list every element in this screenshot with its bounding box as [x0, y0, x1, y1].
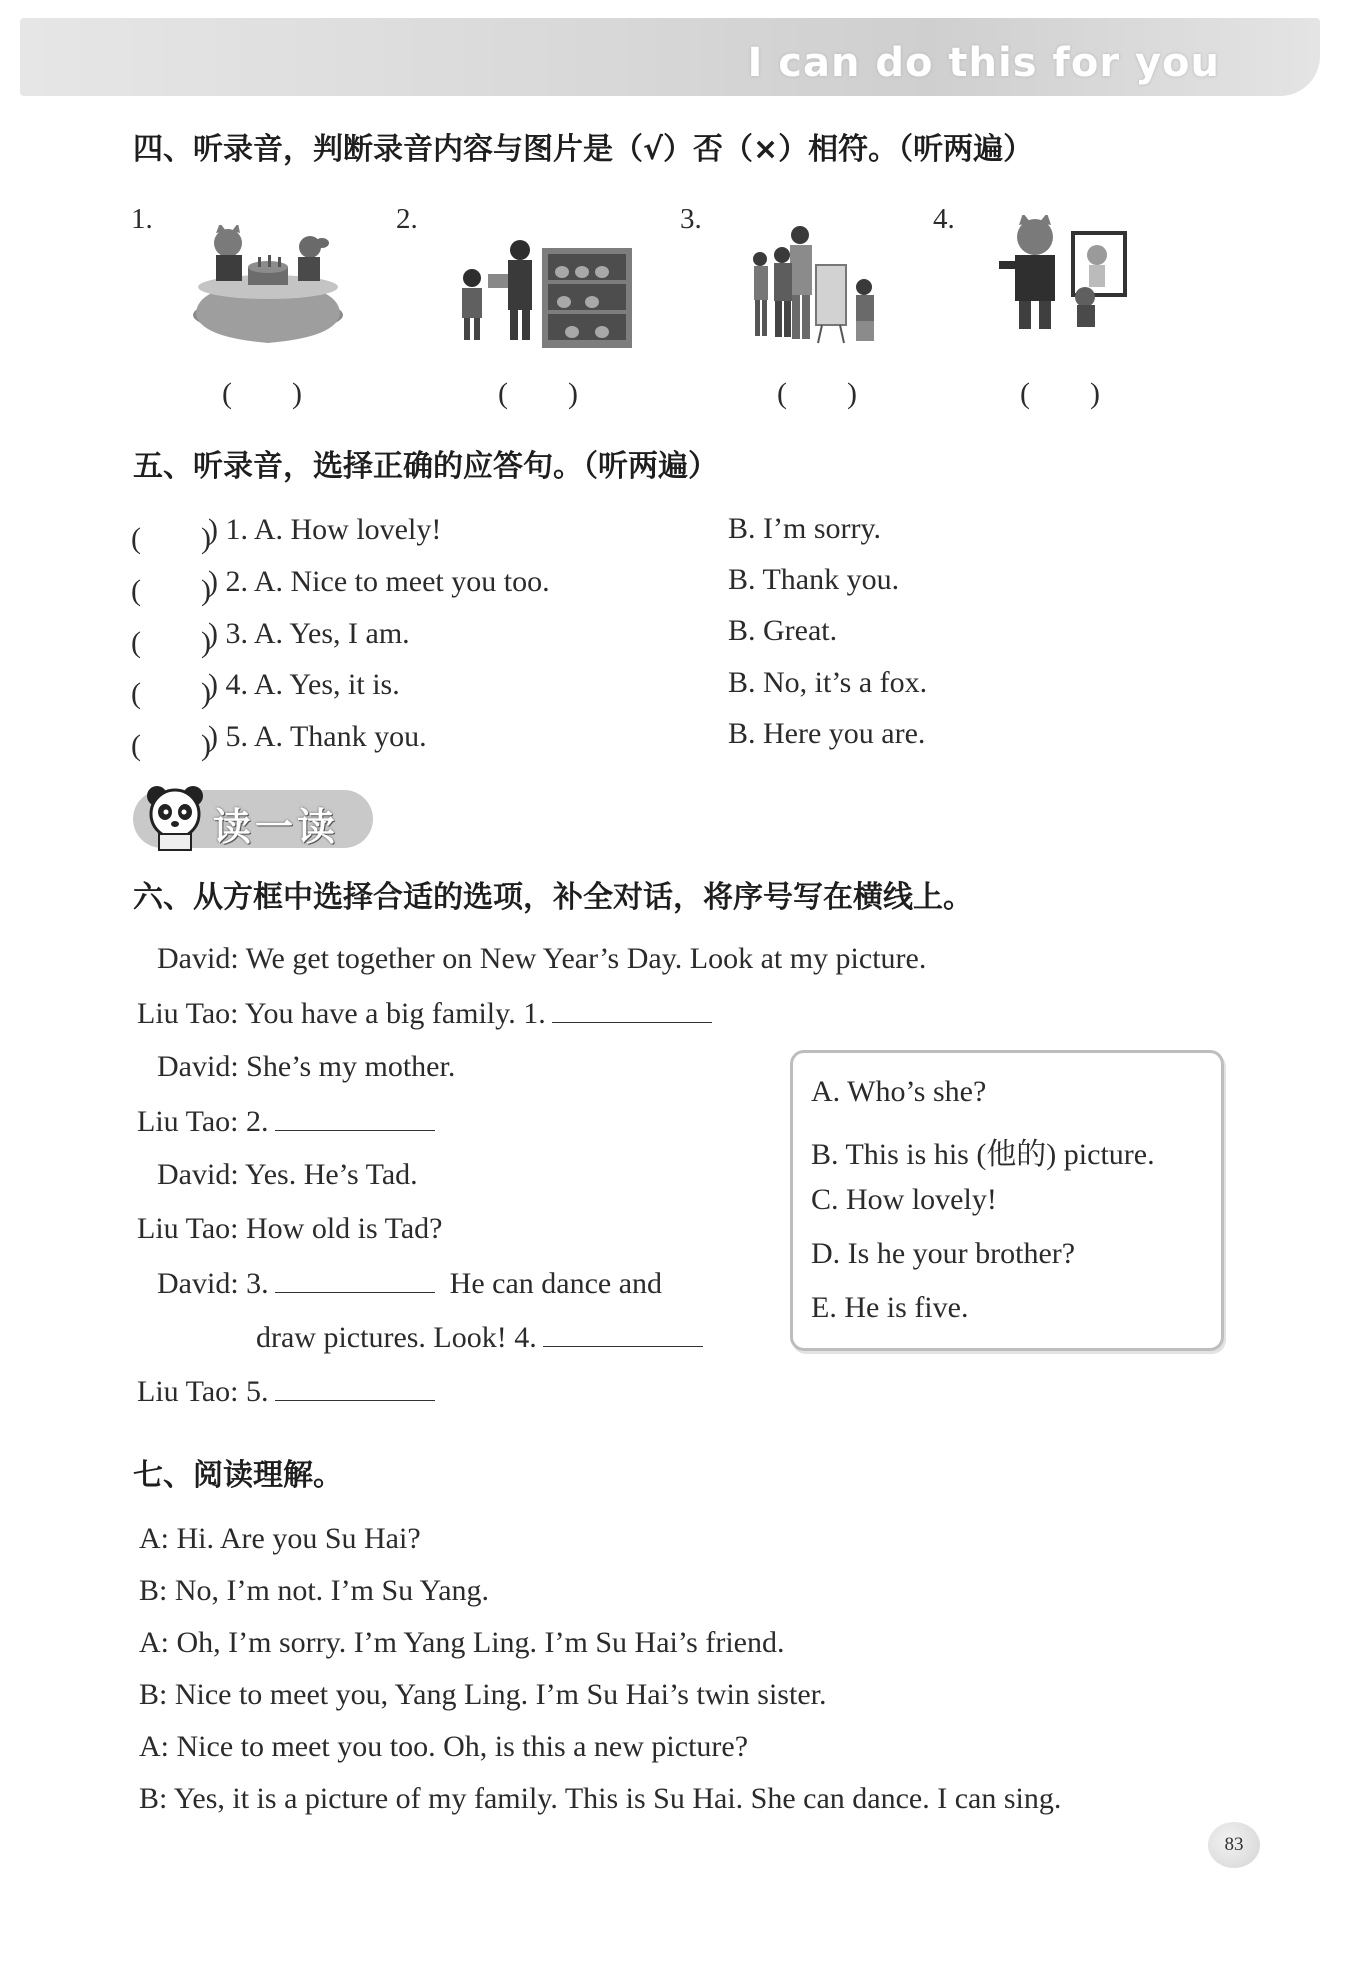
header-slogan: I can do this for you [747, 40, 1220, 86]
option-item: A. Who’s she? [811, 1075, 987, 1108]
page-number: 83 [1208, 1822, 1260, 1868]
option-item: B. This is his (他的) picture. [811, 1138, 1155, 1171]
question-option-a: ) 5. A. Thank you. [208, 720, 427, 753]
picture-bookshelf [452, 238, 637, 350]
question-option-a: ) 1. A. How lovely! [208, 513, 442, 546]
answer-blank[interactable] [275, 1266, 435, 1293]
reading-line: A: Oh, I’m sorry. I’m Yang Ling. I’m Su Hai’s friend. [139, 1626, 785, 1659]
question-option-b: B. Great. [728, 614, 838, 647]
options-box [790, 1050, 1224, 1351]
answer-paren[interactable]: ( ) [222, 377, 302, 410]
question-option-b: B. Thank you. [728, 563, 900, 596]
question-option-a: ) 3. A. Yes, I am. [208, 617, 410, 650]
question-option-b: B. No, it’s a fox. [728, 666, 928, 699]
dialogue-line: Liu Tao: 5. [137, 1374, 435, 1409]
answer-paren[interactable]: ( ) [131, 574, 211, 607]
answer-paren[interactable]: ( ) [777, 377, 857, 410]
question-option-b: B. I’m sorry. [728, 512, 882, 545]
dialogue-line: David: 3. He can dance and [157, 1267, 663, 1300]
picture-birthday-table [188, 225, 348, 347]
section7-heading: 七、阅读理解。 [133, 1458, 343, 1493]
answer-paren[interactable]: ( ) [131, 677, 211, 710]
dialogue-line: draw pictures. Look! 4. [256, 1320, 703, 1355]
dialogue-line: David: We get together on New Year’s Day. Look at my picture. [157, 942, 927, 975]
dialogue-line: David: Yes. He’s Tad. [157, 1158, 418, 1191]
answer-paren[interactable]: ( ) [131, 522, 211, 555]
reading-line: B: No, I’m not. I’m Su Yang. [139, 1574, 490, 1607]
question-option-b: B. Here you are. [728, 717, 926, 750]
dialogue-line: Liu Tao: How old is Tad? [137, 1212, 443, 1245]
reading-line: A: Nice to meet you too. Oh, is this a new picture? [139, 1730, 749, 1763]
option-item: C. How lovely! [811, 1183, 997, 1216]
reading-line: A: Hi. Are you Su Hai? [139, 1522, 421, 1555]
answer-blank[interactable] [275, 1104, 435, 1131]
question-option-a: ) 4. A. Yes, it is. [208, 668, 400, 701]
reading-line: B: Yes, it is a picture of my family. This is Su Hai. She can dance. I can sing. [139, 1782, 1062, 1815]
answer-paren[interactable]: ( ) [131, 626, 211, 659]
answer-blank[interactable] [543, 1320, 703, 1347]
item-number: 4. [933, 203, 955, 235]
picture-family-painting [752, 225, 882, 347]
picture-cat-mouse-frame [993, 215, 1133, 337]
answer-paren[interactable]: ( ) [1020, 377, 1100, 410]
read-badge-label: 读一读 [213, 805, 340, 849]
dialogue-line: Liu Tao: You have a big family. 1. [137, 996, 712, 1031]
section5-heading: 五、听录音，选择正确的应答句。（听两遍） [133, 449, 718, 484]
panda-icon [143, 782, 207, 852]
item-number: 2. [396, 203, 418, 235]
dialogue-line: Liu Tao: 2. [137, 1104, 435, 1139]
read-badge [133, 790, 373, 848]
option-item: D. Is he your brother? [811, 1237, 1076, 1270]
section4-heading: 四、听录音，判断录音内容与图片是（√）否（×）相符。（听两遍） [133, 132, 1034, 167]
answer-blank[interactable] [552, 996, 712, 1023]
answer-blank[interactable] [275, 1374, 435, 1401]
question-option-a: ) 2. A. Nice to meet you too. [208, 565, 550, 598]
answer-paren[interactable]: ( ) [498, 377, 578, 410]
answer-paren[interactable]: ( ) [131, 729, 211, 762]
item-number: 1. [131, 203, 153, 235]
dialogue-line: David: She’s my mother. [157, 1050, 456, 1083]
section6-heading: 六、从方框中选择合适的选项，补全对话，将序号写在横线上。 [133, 880, 973, 915]
item-number: 3. [680, 203, 702, 235]
option-item: E. He is five. [811, 1291, 969, 1324]
header-banner [20, 18, 1320, 96]
reading-line: B: Nice to meet you, Yang Ling. I’m Su Hai’s twin sister. [139, 1678, 827, 1711]
